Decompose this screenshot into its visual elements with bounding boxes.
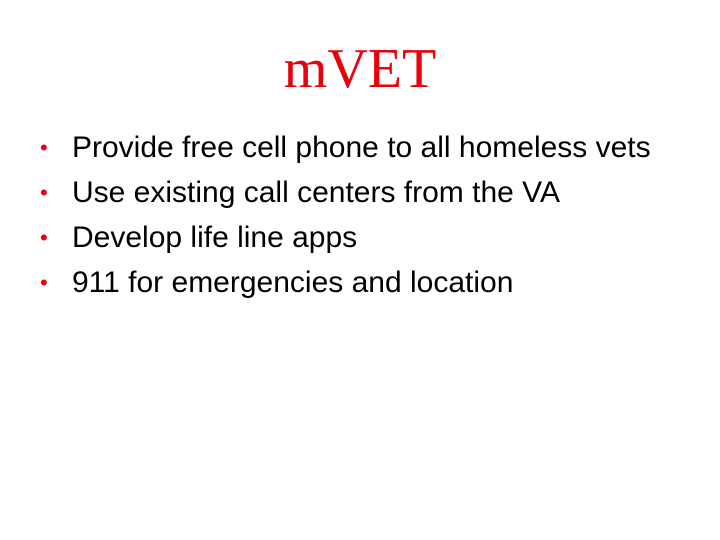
bullet-text: 911 for emergencies and location xyxy=(72,266,514,299)
bullet-icon: • xyxy=(40,225,48,250)
bullet-icon: • xyxy=(40,270,48,295)
slide-title: mVET xyxy=(283,38,437,100)
bullet-item xyxy=(36,175,656,210)
bullet-icon: • xyxy=(40,180,48,205)
bullet-text: Use existing call centers from the VA xyxy=(72,176,560,209)
bullet-list xyxy=(36,130,656,310)
bullet-item xyxy=(36,130,656,165)
bullet-icon: • xyxy=(40,135,48,160)
bullet-text: Provide free cell phone to all homeless vets xyxy=(72,131,651,164)
bullet-item xyxy=(36,220,656,255)
bullet-item xyxy=(36,265,656,300)
bullet-text: Develop life line apps xyxy=(72,221,358,254)
